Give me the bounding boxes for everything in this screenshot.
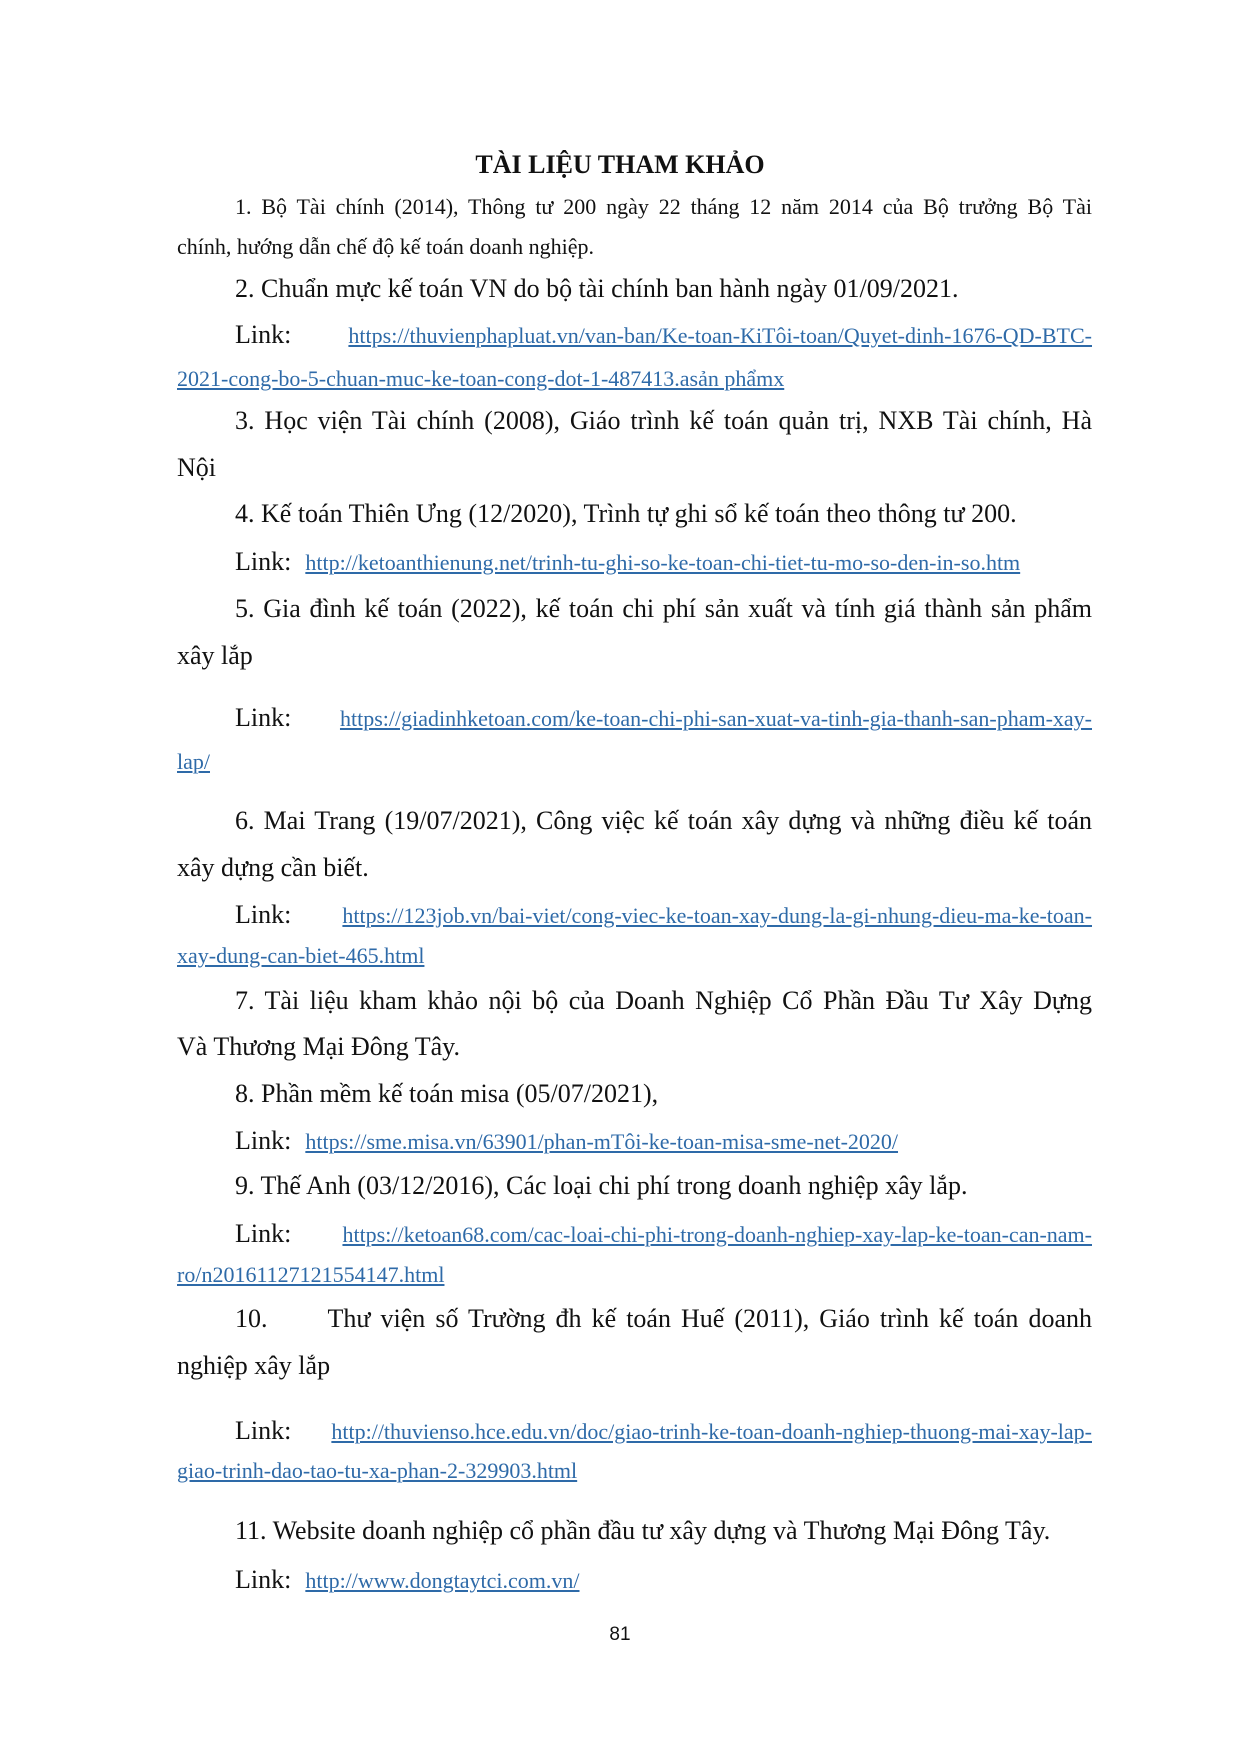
ref-6-link[interactable]: https://123job.vn/bai-viet/cong-viec-ke-toan-xay-dung-la-gi-nhung-dieu-ma-ke-toan- [342,903,1092,928]
ref-4-link-line [235,549,1092,575]
ref-8-line-1: 8. Phần mềm kế toán misa (05/07/2021), [235,1079,659,1108]
link-label: Link: [235,1126,292,1155]
ref-5-line-1: 5. Gia đình kế toán (2022), kế toán chi phí sản xuất và tính giá thành sản phẩm [235,594,1092,623]
ref-10-link[interactable]: http://thuvienso.hce.edu.vn/doc/giao-trinh-ke-toan-doanh-nghiep-thuong-mai-xay-lap- [331,1419,1092,1444]
ref-10-link-cont[interactable]: giao-trinh-dao-tao-tu-xa-phan-2-329903.html [177,1458,578,1483]
ref-10-line-1 [235,1306,1092,1332]
ref-3-line-2: Nội [177,453,216,482]
ref-7-line-1: 7. Tài liệu kham khảo nội bộ của Doanh Nghiệp Cổ Phần Đầu Tư Xây Dựng [235,986,1092,1015]
page-number: 81 [609,1624,631,1645]
ref-6-line-2: xây dựng cần biết. [177,853,369,882]
ref-2-link-cont[interactable]: 2021-cong-bo-5-chuan-muc-ke-toan-cong-dot-1-487413.asản phẩmx [177,366,785,391]
link-label: Link: [235,1219,292,1248]
link-label: Link: [235,703,292,732]
ref-2-link-line [235,322,1092,348]
ref-9-link-cont[interactable]: ro/n20161127121554147.html [177,1262,445,1287]
ref-6-link-line [235,902,1092,928]
ref-6-line-1: 6. Mai Trang (19/07/2021), Công việc kế toán xây dựng và những điều kế toán [235,806,1092,835]
ref-2-link[interactable]: https://thuvienphapluat.vn/van-ban/Ke-toan-KiTôi-toan/Quyet-dinh-1676-QD-BTC- [348,323,1092,348]
ref-4-line-1: 4. Kế toán Thiên Ưng (12/2020), Trình tự ghi sổ kế toán theo thông tư 200. [235,499,1017,528]
ref-4-link[interactable]: http://ketoanthienung.net/trinh-tu-ghi-so-ke-toan-chi-tiet-tu-mo-so-den-in-so.htm [305,550,1021,575]
ref-8-link-line [235,1128,1092,1154]
link-label: Link: [235,320,292,349]
ref-5-link[interactable]: https://giadinhketoan.com/ke-toan-chi-phi-san-xuat-va-tinh-gia-thanh-san-pham-xay- [339,706,1092,731]
ref-10-number: 10. [235,1304,268,1333]
ref-2-line-1: 2. Chuẩn mực kế toán VN do bộ tài chính ban hành ngày 01/09/2021. [235,274,959,303]
link-label: Link: [235,1416,292,1445]
ref-3-line-1: 3. Học viện Tài chính (2008), Giáo trình kế toán quản trị, NXB Tài chính, Hà [235,406,1092,435]
ref-9-link[interactable]: https://ketoan68.com/cac-loai-chi-phi-trong-doanh-nghiep-xay-lap-ke-toan-can-nam- [342,1222,1092,1247]
ref-7-line-2: Và Thương Mại Đông Tây. [177,1032,460,1061]
ref-9-line-1: 9. Thế Anh (03/12/2016), Các loại chi phí trong doanh nghiệp xây lắp. [235,1171,968,1200]
ref-5-link-line [235,705,1092,731]
ref-5-link-cont[interactable]: lap/ [177,749,210,774]
ref-11-link[interactable]: http://www.dongtaytci.com.vn/ [305,1568,580,1593]
ref-11-line-1: 11. Website doanh nghiệp cổ phần đầu tư xây dựng và Thương Mại Đông Tây. [235,1516,1051,1545]
ref-10-link-line [235,1418,1092,1444]
ref-1-line-2: chính, hướng dẫn chế độ kế toán doanh nghiệp. [177,234,595,259]
ref-9-link-line [235,1221,1092,1247]
ref-1-line-1: 1. Bộ Tài chính (2014), Thông tư 200 ngày 22 tháng 12 năm 2014 của Bộ trưởng Bộ Tài [235,194,1092,219]
page-title: TÀI LIỆU THAM KHẢO [475,150,765,179]
ref-10-line-2: nghiệp xây lắp [177,1351,331,1380]
ref-5-line-2: xây lắp [177,641,253,670]
link-label: Link: [235,547,292,576]
ref-8-link[interactable]: https://sme.misa.vn/63901/phan-mTôi-ke-toan-misa-sme-net-2020/ [305,1129,899,1154]
ref-6-link-cont[interactable]: xay-dung-can-biet-465.html [177,943,425,968]
link-label: Link: [235,900,292,929]
link-label: Link: [235,1565,292,1594]
ref-10-text: Thư viện số Trường đh kế toán Huế (2011), Giáo trình kế toán doanh [327,1304,1092,1333]
ref-11-link-line [235,1567,1092,1593]
